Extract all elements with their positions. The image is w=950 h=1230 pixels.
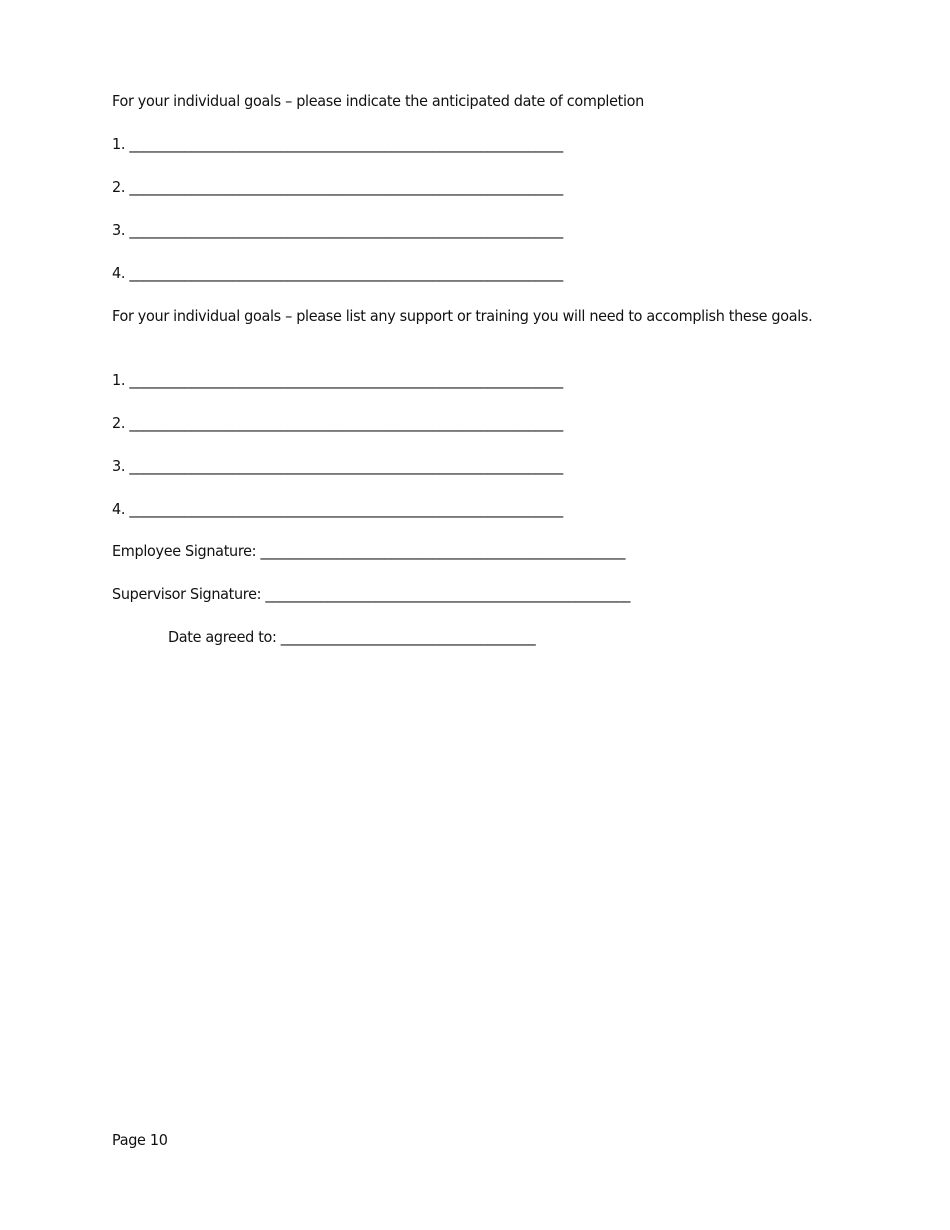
completion-goal-line-4[interactable]: 4. _______________________________________________________________	[112, 264, 563, 282]
support-goal-line-1[interactable]: 1. _______________________________________________________________	[112, 371, 563, 389]
page-number: Page 10	[112, 1131, 168, 1149]
completion-goal-line-1[interactable]: 1. _______________________________________________________________	[112, 135, 563, 153]
employee-signature-line[interactable]: Employee Signature: _____________________________________________________	[112, 542, 626, 560]
section1-heading: For your individual goals – please indicate the anticipated date of completion	[112, 92, 644, 110]
support-goal-line-3[interactable]: 3. _______________________________________________________________	[112, 457, 563, 475]
support-goal-line-2[interactable]: 2. _______________________________________________________________	[112, 414, 563, 432]
completion-goal-line-2[interactable]: 2. _______________________________________________________________	[112, 178, 563, 196]
support-goal-line-4[interactable]: 4. _______________________________________________________________	[112, 500, 563, 518]
section2-heading: For your individual goals – please list any support or training you will need to accomplish these goals.	[112, 307, 813, 325]
completion-goal-line-3[interactable]: 3. _______________________________________________________________	[112, 221, 563, 239]
date-agreed-line[interactable]: Date agreed to: _____________________________________	[168, 628, 536, 646]
supervisor-signature-line[interactable]: Supervisor Signature: _____________________________________________________	[112, 585, 631, 603]
